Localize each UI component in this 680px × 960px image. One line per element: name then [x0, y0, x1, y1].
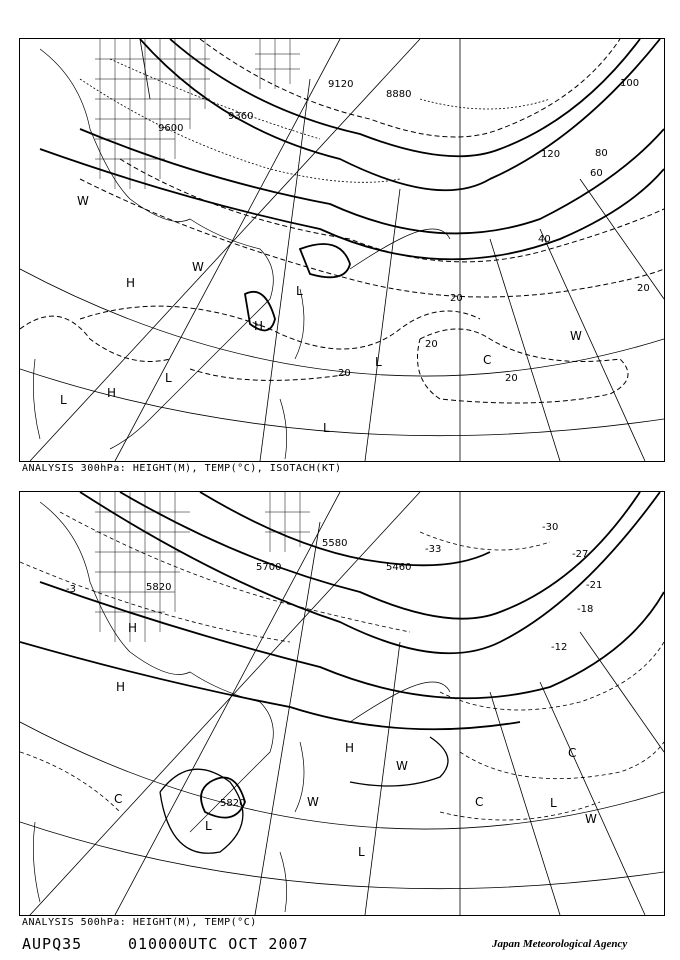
system-marker: L: [165, 371, 172, 385]
map-300hpa: [20, 39, 664, 461]
isotach-label: 20: [450, 293, 463, 304]
system-marker: H: [128, 621, 138, 635]
system-marker: L: [205, 819, 212, 833]
system-marker: W: [570, 329, 582, 343]
chart-300hpa: [19, 38, 665, 462]
panel-caption: ANALYSIS 300hPa: HEIGHT(M), TEMP(°C), ISOTACH(KT): [22, 463, 342, 474]
label-layer: [60, 78, 650, 435]
isotach-label: 20: [637, 283, 650, 294]
system-marker: L: [296, 284, 303, 298]
isotach-label: 120: [541, 149, 561, 160]
height-label: 9120: [328, 79, 354, 90]
system-marker: W: [307, 795, 319, 809]
system-marker: W: [585, 812, 597, 826]
system-marker: H: [116, 680, 126, 694]
system-marker: W: [396, 759, 408, 773]
temp-label: -18: [577, 604, 594, 615]
temp-label: -21: [586, 580, 603, 591]
valid-time: 010000UTC OCT 2007: [128, 935, 309, 953]
height-label: 5820: [146, 582, 172, 593]
map-500hpa: [20, 492, 664, 915]
system-marker: W: [77, 194, 89, 208]
system-marker: L: [60, 393, 67, 407]
label-layer: [66, 522, 602, 859]
isotach-label: 40: [538, 234, 551, 245]
agency-credit: Japan Meteorological Agency: [492, 938, 628, 950]
height-label: 5700: [256, 562, 282, 573]
chart-500hpa: [19, 491, 665, 916]
isotach-contours: [20, 39, 664, 403]
height-label: 5460: [386, 562, 412, 573]
panel-caption: ANALYSIS 500hPa: HEIGHT(M), TEMP(°C): [22, 917, 257, 928]
system-marker: H: [345, 741, 355, 755]
isotach-label: 20: [425, 339, 438, 350]
isotherm-contours: [20, 512, 664, 820]
system-marker: C: [568, 746, 577, 760]
system-marker: H: [107, 386, 117, 400]
system-marker: L: [375, 355, 382, 369]
system-marker: C: [483, 353, 492, 367]
system-marker: L: [323, 421, 330, 435]
isotach-label: 20: [505, 373, 518, 384]
height-label: 5580: [322, 538, 348, 549]
temp-label: -27: [572, 549, 589, 560]
isotach-label: 80: [595, 148, 608, 159]
temp-label: -33: [425, 544, 442, 555]
height-label: 9600: [158, 123, 184, 134]
system-marker: H: [126, 276, 136, 290]
temp-label: -30: [542, 522, 559, 533]
system-marker: H: [254, 319, 264, 333]
isotach-label: 60: [590, 168, 603, 179]
height-label: 8880: [386, 89, 412, 100]
system-marker: W: [192, 260, 204, 274]
system-marker: L: [358, 845, 365, 859]
system-marker: C: [475, 795, 484, 809]
height-label: 5820: [220, 798, 246, 809]
low-center-ring: [160, 737, 448, 853]
isotach-label: 100: [620, 78, 640, 89]
height-label: 9360: [228, 111, 254, 122]
system-marker: L: [550, 796, 557, 810]
temp-label: -3: [66, 584, 76, 595]
system-marker: C: [114, 792, 123, 806]
temp-label: -12: [551, 642, 568, 653]
chart-code: AUPQ35: [22, 935, 83, 953]
isotach-label: 20: [338, 368, 351, 379]
